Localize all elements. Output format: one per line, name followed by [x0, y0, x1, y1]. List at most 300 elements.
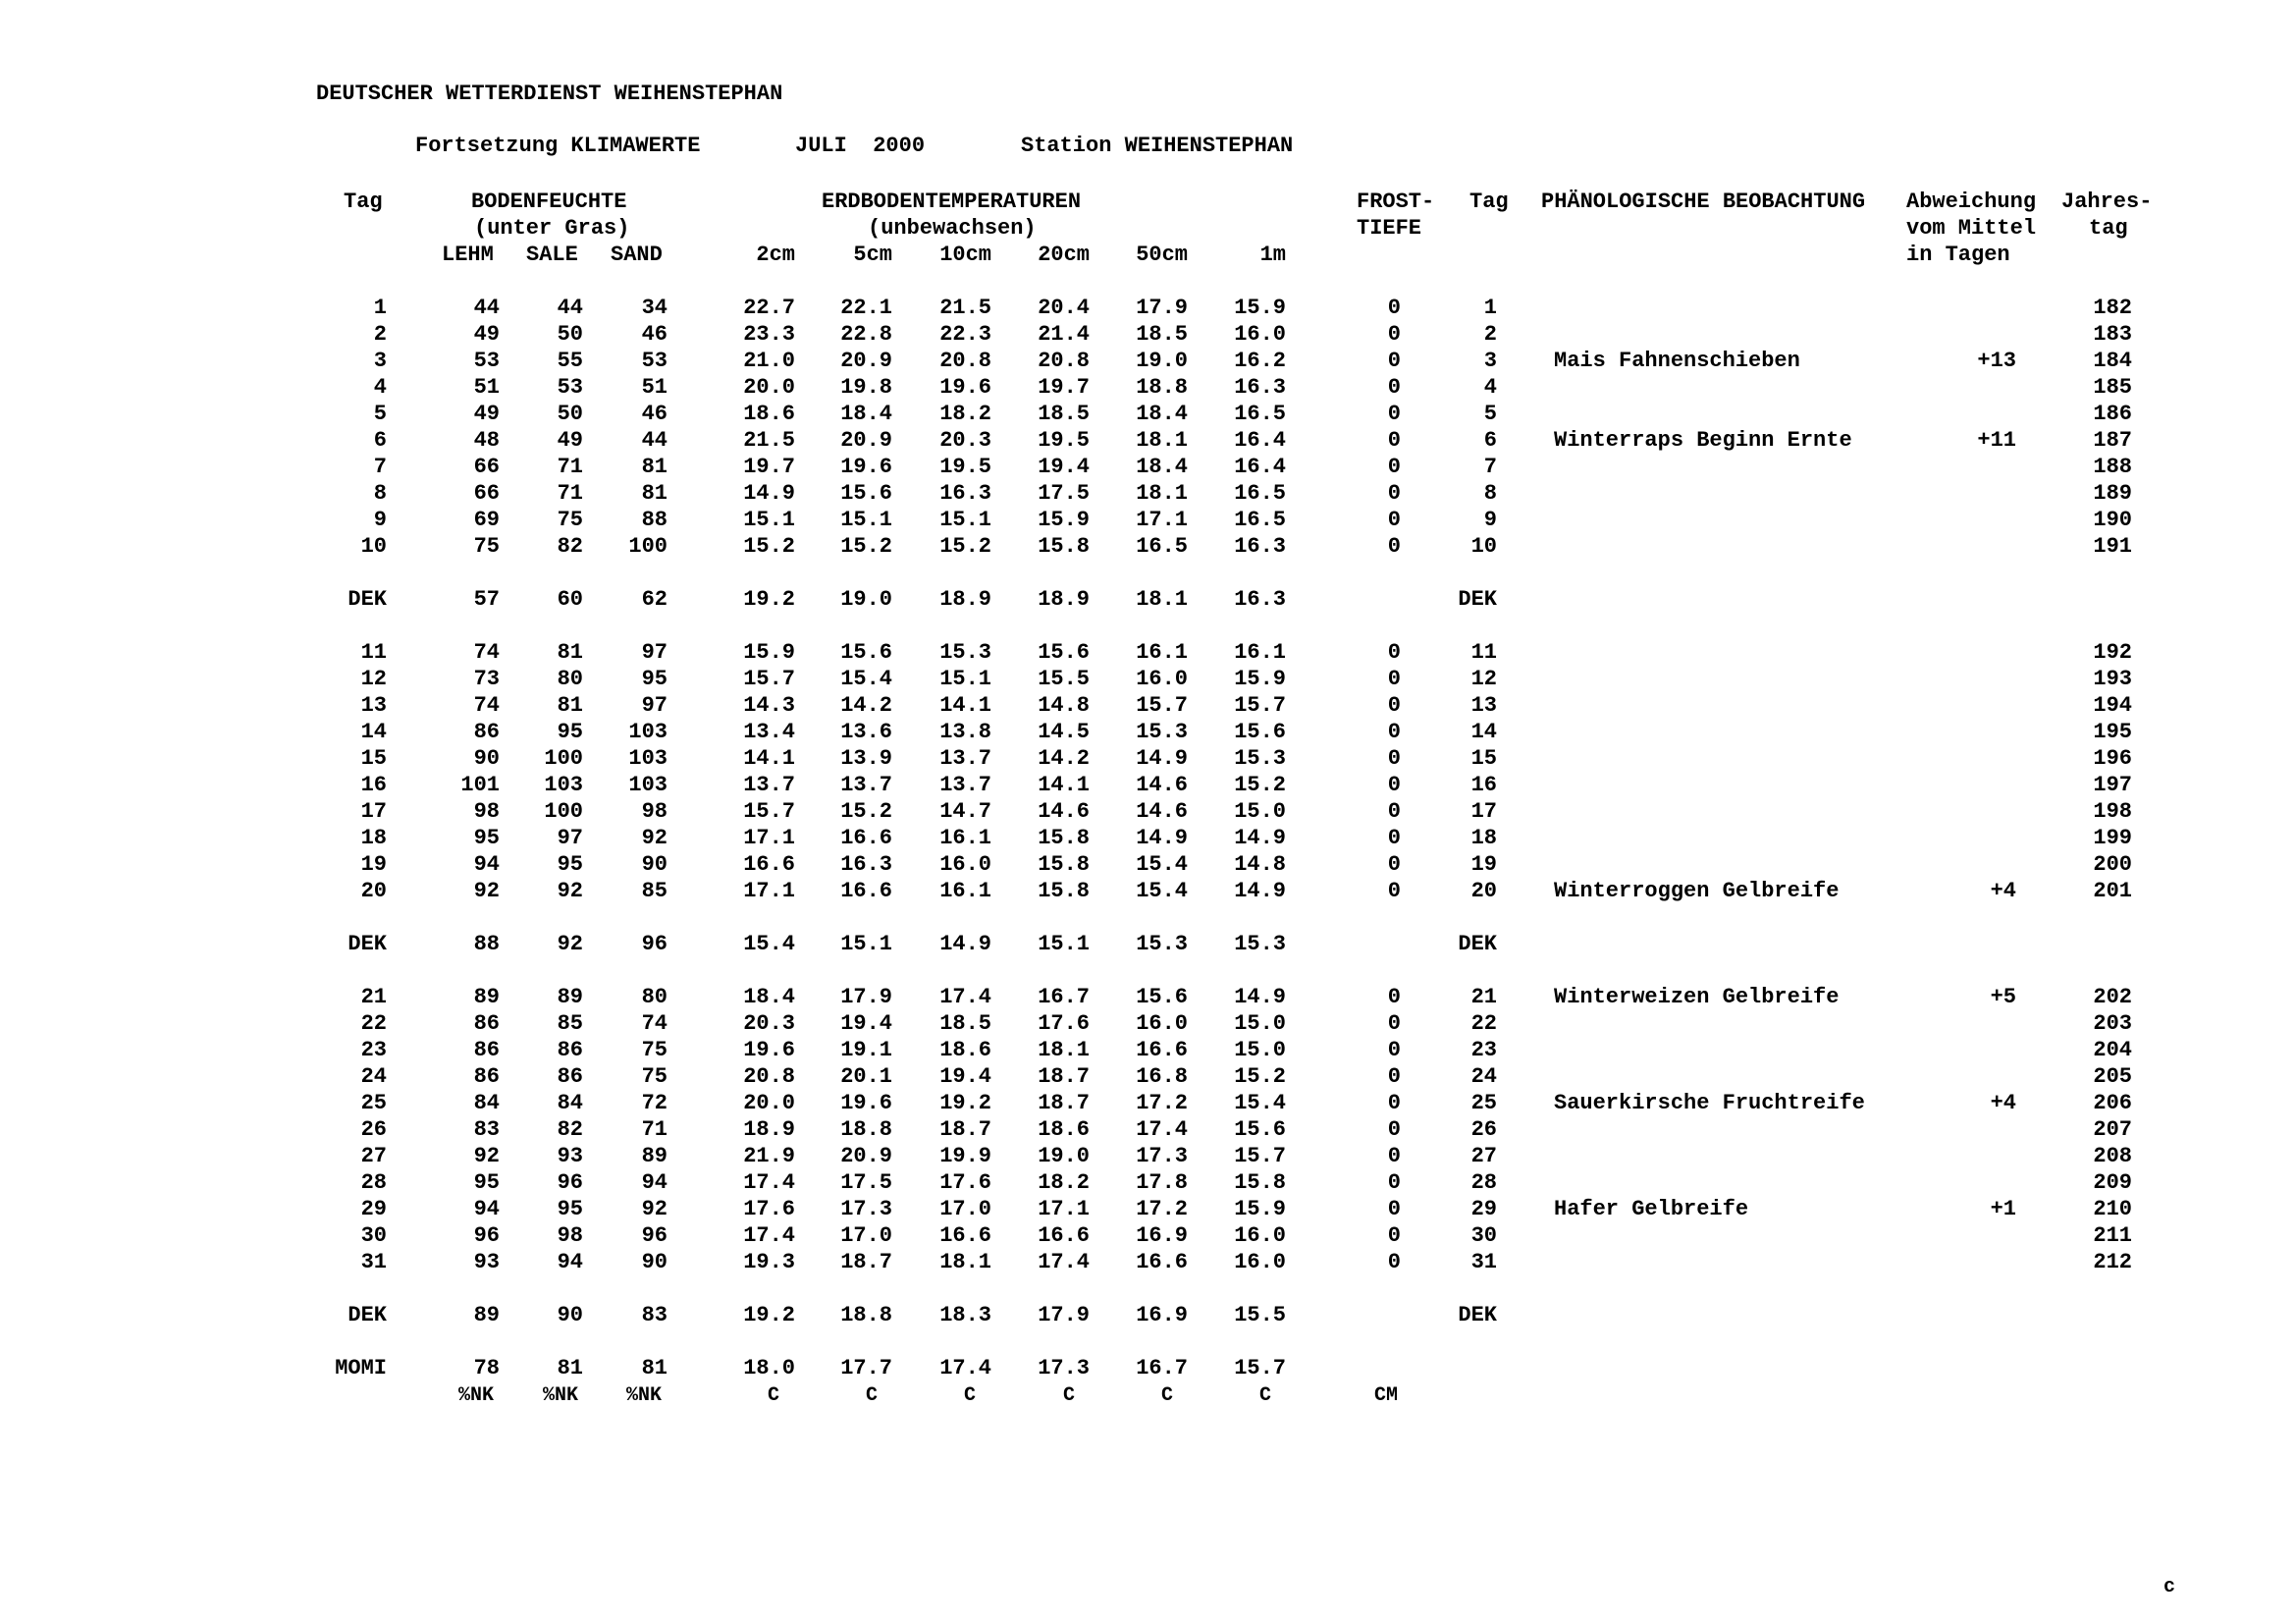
cell-sand: 75: [641, 1064, 667, 1089]
cell-t10cm: 18.3: [939, 1303, 991, 1327]
cell-jahrestag: 198: [2093, 799, 2132, 824]
unit-label: C: [1258, 1384, 1271, 1407]
cell-frost: 0: [1387, 428, 1401, 453]
cell-jahrestag: 182: [2093, 296, 2132, 320]
cell-tag2: 28: [1470, 1170, 1497, 1195]
cell-tag2: 4: [1483, 375, 1497, 400]
cell-sale: 75: [557, 508, 583, 532]
cell-tag: 2: [373, 322, 387, 347]
cell-lehm: 44: [473, 296, 500, 320]
cell-lehm: 74: [473, 640, 500, 665]
cell-t20cm: 14.8: [1038, 693, 1090, 718]
cell-frost: 0: [1387, 852, 1401, 877]
cell-t50cm: 16.0: [1136, 667, 1188, 691]
cell-lehm: 90: [473, 746, 500, 771]
cell-t10cm: 13.8: [939, 720, 991, 744]
cell-t50cm: 17.9: [1136, 296, 1188, 320]
cell-lehm: 94: [473, 1197, 500, 1221]
header-in-tagen: in Tagen: [1906, 243, 2010, 267]
header-20cm: 20cm: [1038, 243, 1090, 267]
cell-t5cm: 16.6: [840, 879, 892, 903]
cell-t2cm: 17.4: [743, 1223, 795, 1248]
cell-t5cm: 14.2: [840, 693, 892, 718]
cell-sale: 81: [557, 693, 583, 718]
cell-tag2: 1: [1483, 296, 1497, 320]
cell-jahrestag: 201: [2093, 879, 2132, 903]
cell-t5cm: 19.4: [840, 1011, 892, 1036]
cell-sand: 72: [641, 1091, 667, 1115]
cell-t20cm: 18.7: [1038, 1064, 1090, 1089]
cell-frost: 0: [1387, 402, 1401, 426]
cell-t5cm: 17.9: [840, 985, 892, 1009]
cell-t5cm: 17.0: [840, 1223, 892, 1248]
header-5cm: 5cm: [853, 243, 892, 267]
cell-t20cm: 18.9: [1038, 587, 1090, 612]
cell-t2cm: 13.4: [743, 720, 795, 744]
cell-t1m: 15.7: [1234, 693, 1286, 718]
cell-t2cm: 22.7: [743, 296, 795, 320]
cell-t2cm: 15.7: [743, 667, 795, 691]
cell-abweichung: +5: [1990, 985, 2016, 1009]
cell-tag2: 27: [1470, 1144, 1497, 1168]
cell-t2cm: 17.4: [743, 1170, 795, 1195]
cell-t2cm: 18.4: [743, 985, 795, 1009]
header-frost: FROST-: [1357, 189, 1435, 214]
cell-t20cm: 14.2: [1038, 746, 1090, 771]
cell-sand: 81: [641, 481, 667, 506]
cell-tag2: 14: [1470, 720, 1497, 744]
cell-sand: 71: [641, 1117, 667, 1142]
cell-t5cm: 17.3: [840, 1197, 892, 1221]
cell-tag2: 12: [1470, 667, 1497, 691]
cell-t1m: 16.3: [1234, 375, 1286, 400]
cell-tag: 26: [360, 1117, 387, 1142]
cell-t1m: 16.3: [1234, 587, 1286, 612]
cell-t5cm: 13.6: [840, 720, 892, 744]
cell-t5cm: 17.5: [840, 1170, 892, 1195]
cell-t20cm: 17.1: [1038, 1197, 1090, 1221]
header-50cm: 50cm: [1136, 243, 1188, 267]
cell-t5cm: 13.9: [840, 746, 892, 771]
unit-label: %NK: [457, 1384, 494, 1407]
cell-t20cm: 15.8: [1038, 826, 1090, 850]
cell-t50cm: 19.0: [1136, 349, 1188, 373]
cell-t50cm: 18.1: [1136, 428, 1188, 453]
cell-t5cm: 19.6: [840, 1091, 892, 1115]
cell-abweichung: +4: [1990, 879, 2016, 903]
cell-tag: 19: [360, 852, 387, 877]
unit-label: C: [865, 1384, 878, 1407]
cell-t50cm: 14.6: [1136, 799, 1188, 824]
cell-phaenologie: Sauerkirsche Fruchtreife: [1554, 1091, 1865, 1115]
cell-tag: 25: [360, 1091, 387, 1115]
cell-lehm: 83: [473, 1117, 500, 1142]
cell-frost: 0: [1387, 1223, 1401, 1248]
cell-t20cm: 20.4: [1038, 296, 1090, 320]
cell-t5cm: 19.0: [840, 587, 892, 612]
cell-sale: 50: [557, 322, 583, 347]
cell-phaenologie: Mais Fahnenschieben: [1554, 349, 1800, 373]
cell-sand: 80: [641, 985, 667, 1009]
cell-tag2: 5: [1483, 402, 1497, 426]
cell-t1m: 16.4: [1234, 455, 1286, 479]
cell-t50cm: 17.1: [1136, 508, 1188, 532]
org-title: DEUTSCHER WETTERDIENST WEIHENSTEPHAN: [316, 81, 783, 106]
cell-t2cm: 15.4: [743, 932, 795, 956]
cell-lehm: 101: [460, 773, 500, 797]
cell-t20cm: 15.6: [1038, 640, 1090, 665]
header-10cm: 10cm: [939, 243, 991, 267]
cell-t5cm: 20.9: [840, 1144, 892, 1168]
cell-t20cm: 16.6: [1038, 1223, 1090, 1248]
report-subtitle: Fortsetzung KLIMAWERTE: [415, 134, 701, 158]
cell-frost: 0: [1387, 1064, 1401, 1089]
cell-t1m: 15.7: [1234, 1144, 1286, 1168]
cell-frost: 0: [1387, 1038, 1401, 1062]
cell-t1m: 15.4: [1234, 1091, 1286, 1115]
cell-sand: 100: [628, 534, 667, 559]
cell-t5cm: 18.7: [840, 1250, 892, 1274]
cell-t2cm: 18.9: [743, 1117, 795, 1142]
cell-tag: 15: [360, 746, 387, 771]
header-tag-3: tag: [2089, 216, 2128, 241]
cell-t2cm: 15.1: [743, 508, 795, 532]
cell-t10cm: 18.1: [939, 1250, 991, 1274]
cell-t1m: 15.5: [1234, 1303, 1286, 1327]
cell-sale: 85: [557, 1011, 583, 1036]
cell-t50cm: 17.8: [1136, 1170, 1188, 1195]
cell-sale: 97: [557, 826, 583, 850]
cell-t1m: 15.6: [1234, 720, 1286, 744]
cell-t20cm: 17.5: [1038, 481, 1090, 506]
cell-t2cm: 23.3: [743, 322, 795, 347]
cell-t2cm: 18.6: [743, 402, 795, 426]
cell-t2cm: 15.2: [743, 534, 795, 559]
cell-abweichung: +4: [1990, 1091, 2016, 1115]
cell-t20cm: 19.5: [1038, 428, 1090, 453]
header-sale: SALE: [526, 243, 578, 267]
cell-tag: 13: [360, 693, 387, 718]
cell-frost: 0: [1387, 534, 1401, 559]
cell-t10cm: 15.1: [939, 667, 991, 691]
cell-t1m: 16.4: [1234, 428, 1286, 453]
cell-sale: 100: [544, 746, 583, 771]
cell-t50cm: 15.7: [1136, 693, 1188, 718]
cell-tag: 23: [360, 1038, 387, 1062]
cell-t10cm: 17.4: [939, 1356, 991, 1380]
cell-t10cm: 22.3: [939, 322, 991, 347]
cell-t1m: 15.9: [1234, 667, 1286, 691]
header-tag-2: Tag: [1469, 189, 1509, 214]
cell-t10cm: 14.1: [939, 693, 991, 718]
cell-t10cm: 19.9: [939, 1144, 991, 1168]
cell-phaenologie: Winterweizen Gelbreife: [1554, 985, 1840, 1009]
cell-sale: 86: [557, 1038, 583, 1062]
cell-t10cm: 16.1: [939, 826, 991, 850]
cell-t1m: 15.2: [1234, 773, 1286, 797]
cell-tag: 28: [360, 1170, 387, 1195]
cell-tag2: 18: [1470, 826, 1497, 850]
cell-t1m: 15.0: [1234, 1038, 1286, 1062]
cell-tag2: 30: [1470, 1223, 1497, 1248]
cell-tag2: 17: [1470, 799, 1497, 824]
cell-abweichung: +13: [1977, 349, 2016, 373]
cell-tag: 20: [360, 879, 387, 903]
cell-tag2: 23: [1470, 1038, 1497, 1062]
cell-sand: 34: [641, 296, 667, 320]
cell-sale: 89: [557, 985, 583, 1009]
cell-t50cm: 14.9: [1136, 746, 1188, 771]
cell-t2cm: 19.2: [743, 1303, 795, 1327]
cell-tag2: 22: [1470, 1011, 1497, 1036]
cell-tag: 8: [373, 481, 387, 506]
cell-jahrestag: 209: [2093, 1170, 2132, 1195]
cell-frost: 0: [1387, 349, 1401, 373]
cell-t1m: 16.2: [1234, 349, 1286, 373]
cell-t50cm: 17.2: [1136, 1091, 1188, 1115]
cell-t5cm: 15.6: [840, 640, 892, 665]
cell-frost: 0: [1387, 455, 1401, 479]
cell-t1m: 15.3: [1234, 746, 1286, 771]
cell-tag2: DEK: [1458, 1303, 1497, 1327]
cell-jahrestag: 190: [2093, 508, 2132, 532]
cell-t20cm: 15.5: [1038, 667, 1090, 691]
cell-tag: 11: [360, 640, 387, 665]
cell-tag: 31: [360, 1250, 387, 1274]
cell-t1m: 16.0: [1234, 1250, 1286, 1274]
cell-t50cm: 16.9: [1136, 1303, 1188, 1327]
cell-sand: 53: [641, 349, 667, 373]
cell-t10cm: 19.2: [939, 1091, 991, 1115]
cell-t10cm: 20.3: [939, 428, 991, 453]
cell-t10cm: 14.9: [939, 932, 991, 956]
cell-jahrestag: 200: [2093, 852, 2132, 877]
cell-tag: DEK: [347, 1303, 387, 1327]
cell-t50cm: 17.2: [1136, 1197, 1188, 1221]
cell-t20cm: 21.4: [1038, 322, 1090, 347]
cell-t1m: 15.0: [1234, 799, 1286, 824]
cell-jahrestag: 202: [2093, 985, 2132, 1009]
cell-lehm: 92: [473, 1144, 500, 1168]
cell-frost: 0: [1387, 375, 1401, 400]
cell-frost: 0: [1387, 1011, 1401, 1036]
cell-t50cm: 18.4: [1136, 455, 1188, 479]
cell-t2cm: 21.9: [743, 1144, 795, 1168]
header-erdbodentemperaturen: ERDBODENTEMPERATUREN: [822, 189, 1082, 214]
cell-frost: 0: [1387, 640, 1401, 665]
cell-t5cm: 16.3: [840, 852, 892, 877]
cell-t50cm: 16.5: [1136, 534, 1188, 559]
cell-t2cm: 20.8: [743, 1064, 795, 1089]
cell-t5cm: 18.4: [840, 402, 892, 426]
cell-tag2: 19: [1470, 852, 1497, 877]
cell-sale: 81: [557, 1356, 583, 1380]
header-lehm: LEHM: [442, 243, 494, 267]
cell-t20cm: 15.9: [1038, 508, 1090, 532]
cell-frost: 0: [1387, 773, 1401, 797]
cell-lehm: 95: [473, 826, 500, 850]
cell-t10cm: 15.3: [939, 640, 991, 665]
cell-t50cm: 17.3: [1136, 1144, 1188, 1168]
header-phaenologie: PHÄNOLOGISCHE BEOBACHTUNG: [1541, 189, 1866, 214]
cell-t1m: 16.0: [1234, 322, 1286, 347]
cell-t10cm: 16.1: [939, 879, 991, 903]
cell-t50cm: 18.5: [1136, 322, 1188, 347]
header-abweichung: Abweichung: [1906, 189, 2037, 214]
cell-sand: 103: [628, 773, 667, 797]
cell-sand: 90: [641, 852, 667, 877]
cell-jahrestag: 191: [2093, 534, 2132, 559]
cell-t10cm: 16.6: [939, 1223, 991, 1248]
cell-t10cm: 17.6: [939, 1170, 991, 1195]
cell-sand: 88: [641, 508, 667, 532]
cell-lehm: 66: [473, 455, 500, 479]
cell-tag: 24: [360, 1064, 387, 1089]
cell-tag2: 24: [1470, 1064, 1497, 1089]
cell-frost: 0: [1387, 1197, 1401, 1221]
cell-jahrestag: 195: [2093, 720, 2132, 744]
cell-tag2: 29: [1470, 1197, 1497, 1221]
cell-t1m: 16.5: [1234, 481, 1286, 506]
cell-frost: 0: [1387, 799, 1401, 824]
cell-t5cm: 20.9: [840, 428, 892, 453]
cell-sale: 80: [557, 667, 583, 691]
cell-t5cm: 15.2: [840, 534, 892, 559]
header-vom-mittel: vom Mittel: [1906, 216, 2037, 241]
cell-sale: 49: [557, 428, 583, 453]
cell-abweichung: +11: [1977, 428, 2016, 453]
cell-sale: 90: [557, 1303, 583, 1327]
cell-lehm: 86: [473, 720, 500, 744]
cell-lehm: 93: [473, 1250, 500, 1274]
cell-t2cm: 17.1: [743, 879, 795, 903]
header-tag: Tag: [344, 189, 383, 214]
cell-sale: 53: [557, 375, 583, 400]
cell-t10cm: 17.0: [939, 1197, 991, 1221]
cell-t10cm: 16.3: [939, 481, 991, 506]
cell-tag: 17: [360, 799, 387, 824]
unit-label: CM: [1373, 1384, 1398, 1407]
cell-t20cm: 14.5: [1038, 720, 1090, 744]
cell-jahrestag: 205: [2093, 1064, 2132, 1089]
cell-lehm: 73: [473, 667, 500, 691]
cell-sand: 46: [641, 402, 667, 426]
cell-t50cm: 18.8: [1136, 375, 1188, 400]
cell-frost: 0: [1387, 693, 1401, 718]
cell-jahrestag: 211: [2093, 1223, 2132, 1248]
cell-sale: 60: [557, 587, 583, 612]
cell-t10cm: 17.4: [939, 985, 991, 1009]
cell-frost: 0: [1387, 508, 1401, 532]
cell-jahrestag: 187: [2093, 428, 2132, 453]
cell-jahrestag: 189: [2093, 481, 2132, 506]
cell-frost: 0: [1387, 720, 1401, 744]
cell-jahrestag: 193: [2093, 667, 2132, 691]
cell-lehm: 78: [473, 1356, 500, 1380]
cell-sale: 103: [544, 773, 583, 797]
cell-sale: 100: [544, 799, 583, 824]
cell-t10cm: 15.2: [939, 534, 991, 559]
cell-tag: 5: [373, 402, 387, 426]
cell-t10cm: 19.4: [939, 1064, 991, 1089]
cell-t20cm: 14.6: [1038, 799, 1090, 824]
cell-lehm: 84: [473, 1091, 500, 1115]
header-bodenfeuchte: BODENFEUCHTE: [471, 189, 627, 214]
cell-jahrestag: 204: [2093, 1038, 2132, 1062]
cell-phaenologie: Hafer Gelbreife: [1554, 1197, 1749, 1221]
cell-jahrestag: 192: [2093, 640, 2132, 665]
cell-sale: 92: [557, 932, 583, 956]
cell-t10cm: 13.7: [939, 746, 991, 771]
cell-t50cm: 16.1: [1136, 640, 1188, 665]
cell-jahrestag: 196: [2093, 746, 2132, 771]
cell-tag2: 9: [1483, 508, 1497, 532]
cell-frost: 0: [1387, 985, 1401, 1009]
cell-sand: 44: [641, 428, 667, 453]
unit-label: %NK: [542, 1384, 578, 1407]
cell-tag2: 7: [1483, 455, 1497, 479]
cell-t10cm: 16.0: [939, 852, 991, 877]
cell-t2cm: 15.9: [743, 640, 795, 665]
cell-t10cm: 15.1: [939, 508, 991, 532]
cell-t50cm: 16.9: [1136, 1223, 1188, 1248]
cell-t20cm: 17.4: [1038, 1250, 1090, 1274]
cell-tag2: 11: [1470, 640, 1497, 665]
cell-t10cm: 19.6: [939, 375, 991, 400]
cell-t1m: 16.3: [1234, 534, 1286, 559]
cell-t50cm: 15.3: [1136, 720, 1188, 744]
cell-lehm: 49: [473, 322, 500, 347]
cell-jahrestag: 207: [2093, 1117, 2132, 1142]
cell-tag: 30: [360, 1223, 387, 1248]
cell-t50cm: 16.6: [1136, 1250, 1188, 1274]
cell-lehm: 96: [473, 1223, 500, 1248]
cell-t1m: 15.7: [1234, 1356, 1286, 1380]
cell-tag: 21: [360, 985, 387, 1009]
cell-sale: 82: [557, 1117, 583, 1142]
cell-frost: 0: [1387, 1117, 1401, 1142]
cell-t5cm: 15.6: [840, 481, 892, 506]
cell-tag: 22: [360, 1011, 387, 1036]
cell-t2cm: 14.3: [743, 693, 795, 718]
cell-t1m: 15.2: [1234, 1064, 1286, 1089]
cell-t20cm: 19.0: [1038, 1144, 1090, 1168]
cell-t20cm: 17.3: [1038, 1356, 1090, 1380]
cell-t20cm: 18.2: [1038, 1170, 1090, 1195]
cell-jahrestag: 197: [2093, 773, 2132, 797]
cell-sand: 96: [641, 932, 667, 956]
cell-t50cm: 14.6: [1136, 773, 1188, 797]
cell-t2cm: 19.3: [743, 1250, 795, 1274]
cell-sale: 95: [557, 1197, 583, 1221]
cell-t5cm: 20.1: [840, 1064, 892, 1089]
cell-jahrestag: 194: [2093, 693, 2132, 718]
cell-tag: 12: [360, 667, 387, 691]
unit-label: C: [767, 1384, 779, 1407]
cell-lehm: 69: [473, 508, 500, 532]
cell-tag2: 16: [1470, 773, 1497, 797]
cell-t1m: 15.0: [1234, 1011, 1286, 1036]
cell-t5cm: 18.8: [840, 1303, 892, 1327]
cell-tag: DEK: [347, 932, 387, 956]
cell-t50cm: 15.6: [1136, 985, 1188, 1009]
cell-t2cm: 15.7: [743, 799, 795, 824]
cell-jahrestag: 183: [2093, 322, 2132, 347]
cell-t10cm: 13.7: [939, 773, 991, 797]
report-month: JULI 2000: [795, 134, 926, 158]
cell-t1m: 16.0: [1234, 1223, 1286, 1248]
cell-t5cm: 22.1: [840, 296, 892, 320]
